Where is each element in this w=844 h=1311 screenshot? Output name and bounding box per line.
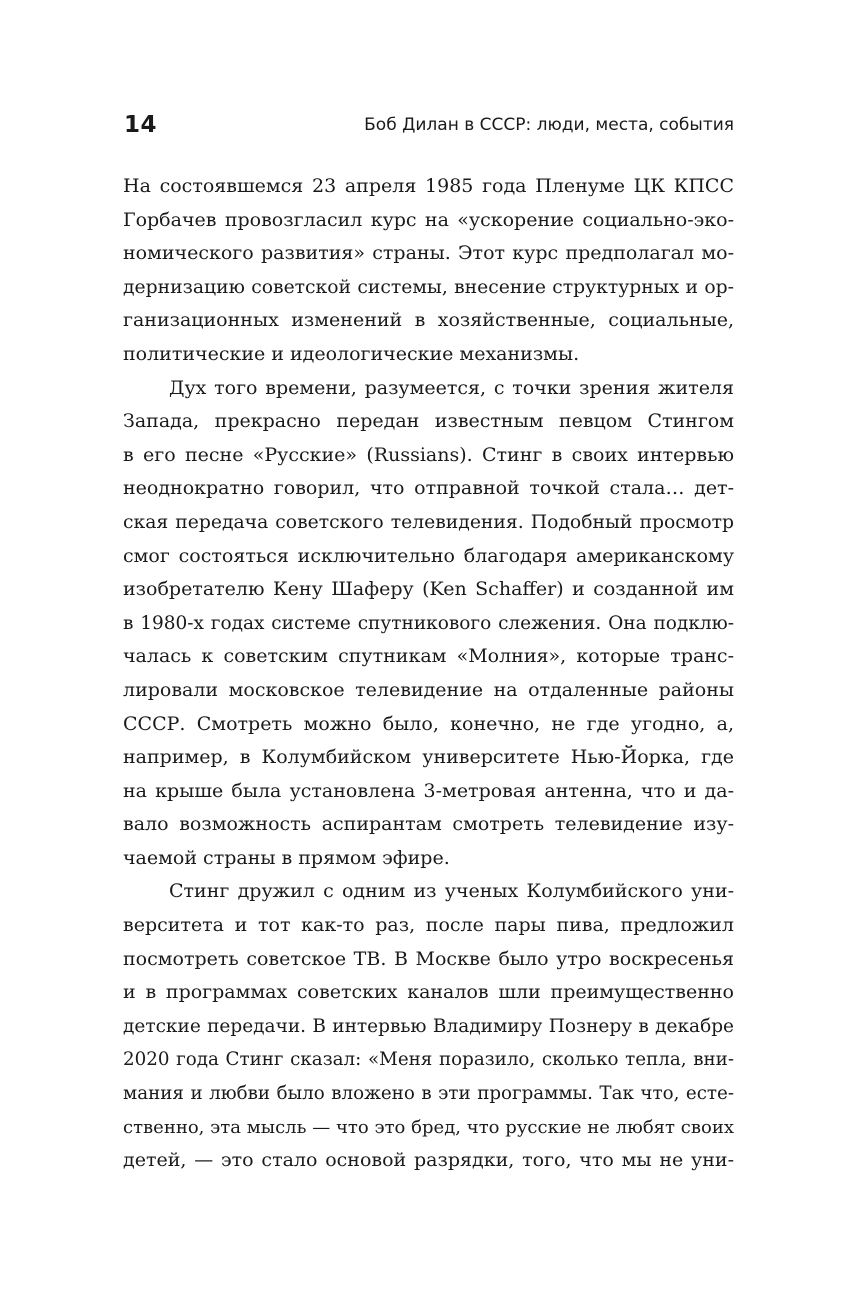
text-line: Дух того времени, разумеется, с точки зрения жителя [169, 376, 734, 399]
text-line: и в программах советских каналов шли преимущественно [123, 981, 734, 1004]
text-line: На состоявшемся 23 апреля 1985 года Пленуме ЦК КПСС [123, 175, 734, 197]
text-line: чаемой страны в прямом эфире. [123, 846, 450, 869]
text-line: детские передачи. В интервью Владимиру Познеру в декабре [123, 1015, 734, 1037]
text-line: изобретателю Кену Шаферу (Ken Schaffer) и созданной им [123, 578, 734, 601]
paragraph-3 [123, 875, 734, 1177]
text-line: например, в Колумбийском университете Нью-Йорка, где [123, 746, 734, 769]
text-line: лировали московское телевидение на отдаленные районы [123, 678, 734, 701]
text-line: Горбачев провозгласил курс на «ускорение социально-эко- [123, 208, 734, 231]
text-line: ская передача советского телевидения. Подобный просмотр [123, 511, 734, 533]
text-line: Стинг дружил с одним из ученых Колумбийского уни- [169, 880, 734, 903]
text-line: в 1980-х годах системе спутникового слежения. Она подклю- [123, 612, 734, 634]
text-line: 2020 года Стинг сказал: «Меня поразило, сколько тепла, вни- [123, 1049, 734, 1071]
text-line: ственно, эта мысль — что это бред, что русские не любят своих [123, 1116, 734, 1138]
paragraph-1 [123, 170, 734, 372]
text-line: вало возможность аспирантам смотреть телевидение изу- [123, 813, 734, 836]
body-text [123, 170, 734, 1178]
text-line: смог состояться исключительно благодаря американскому [123, 544, 734, 567]
running-header [124, 110, 734, 140]
text-line: на крыше была установлена 3-метровая антенна, что и да- [123, 779, 734, 802]
paragraph-2 [123, 372, 734, 876]
text-line: СССР. Смотреть можно было, конечно, не где угодно, а, [123, 712, 734, 735]
text-line: номического развития» страны. Этот курс предполагал мо- [123, 242, 734, 265]
text-line: Запада, прекрасно передан известным певцом Стингом [123, 410, 734, 433]
text-line: мания и любви было вложено в эти программы. Так что, есте- [123, 1083, 734, 1105]
page-number: 14 [124, 112, 158, 138]
text-line: верситета и тот как-то раз, после пары пива, предложил [123, 914, 734, 937]
text-line: в его песне «Русские» (Russians). Стинг в своих интервью [123, 443, 734, 466]
text-line: политические и идеологические механизмы. [123, 342, 580, 365]
running-title: Боб Дилан в СССР: люди, места, события [364, 115, 734, 135]
text-line: чалась к советским спутникам «Молния», которые транс- [123, 645, 734, 668]
text-line: посмотреть советское ТВ. В Москве было утро воскресенья [123, 947, 734, 970]
text-line: ганизационных изменений в хозяйственные, социальные, [123, 309, 734, 332]
text-line: неоднократно говорил, что отправной точкой стала… дет- [123, 477, 734, 500]
text-line: детей, — это стало основой разрядки, того, что мы не уни- [123, 1149, 734, 1172]
text-line: дернизацию советской системы, внесение структурных и ор- [123, 276, 734, 298]
